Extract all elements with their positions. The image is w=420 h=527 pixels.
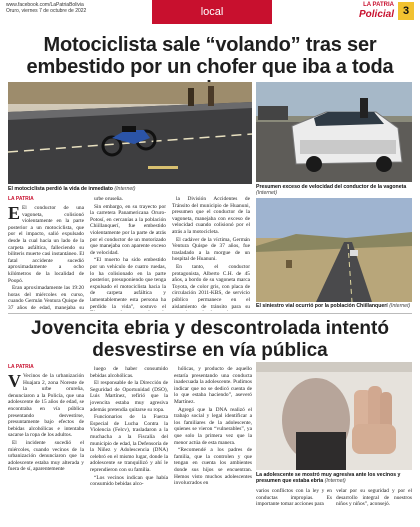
- paragraph: urbe oruseña.: [94, 196, 124, 202]
- story1-photo1-caption: [8, 186, 252, 192]
- paragraph: Sin embargo, en su trayecto por la carretera Panamericana Oruro-Potosí, en cercanías a la población Chiillanquerí, fue embestido violentamente por la parte de atrás por el conductor de un motorizado que manejaba con aparente exceso de velocidad.: [90, 203, 166, 256]
- story1-column-1: [8, 205, 84, 311]
- photo-credit: (Internet): [256, 190, 278, 196]
- edition-date: Oruro, viernes 7 de octubre de 2022: [6, 8, 87, 14]
- story1-photo-motorcycle: [8, 82, 252, 184]
- website-link[interactable]: www.facebook.com/LaPatriaBolivia: [6, 2, 84, 8]
- section-tab: local: [152, 0, 272, 24]
- story1-column-3: [172, 196, 250, 311]
- paragraph: luego de haber consumido bebidas alcohólicas.: [90, 366, 168, 379]
- story1-photo-vehicle: [256, 82, 412, 182]
- story2-column-4: [256, 488, 332, 524]
- story2-photo-caption: [256, 472, 412, 484]
- drop-cap: V: [8, 373, 21, 391]
- paragraph: la División Accidentes de Tránsito del municipio de Huanuni, presumen que el conductor de la vagoneta, manejaba con exceso de velocidad cuando colisionó por el atrás a la motocicleta.: [172, 196, 250, 235]
- story1-photo3-caption: [256, 303, 412, 309]
- section-divider: [8, 313, 412, 314]
- paragraph: “Los vecinos indican que había consumido bebidas alco-: [90, 474, 168, 488]
- caption-text: El siniestro vial ocurrió por la población Chiillanquerí: [256, 303, 388, 309]
- paragraph: El conductor de una vagoneta, colisionó violentamente en la parte posterior a un motociclista, que por el impacto, salió expulsado desde la cual hacia un lado de la carpeta asfáltica, falleciendo su biliteris muerte casi instantáneo. El fatal accidente sucedió aproximadamente a ocho kilómetros de la localidad de Poopó.: [8, 205, 84, 284]
- photo-credit: (Internet): [114, 186, 136, 192]
- paragraph: hólicas, y producto de aquello estaría presentando una conducta inadecuada la adolescente. Pudimos indicar que no se dedicó cuenta de lo que estaba haciendo”, aseveró Martínez.: [174, 366, 252, 405]
- story1-headline: Motociclista sale “volando” tras ser embestido por un chofer que iba a toda: [26, 34, 394, 78]
- paragraph: velar por su seguridad y por el desarrollo integral de nuestros niños y niños”, aconsejó.: [336, 488, 412, 508]
- caption-text: La adolescente se mostró muy agresiva ante los vecinos y presumen que estaba ebria: [256, 472, 401, 484]
- story1-photo-road: [256, 198, 412, 302]
- brand-name: LA PATRIA: [363, 2, 394, 8]
- story2-photo-hand: [256, 362, 412, 470]
- header-meta: [6, 2, 86, 14]
- story2-column-1: [8, 373, 84, 523]
- caption-text: Presumen exceso de velocidad del conductor de la vagoneta: [256, 184, 407, 190]
- story2-byline: LA PATRIA: [8, 364, 34, 370]
- story1-byline: LA PATRIA: [8, 196, 34, 202]
- story2-headline: Jovencita ebria y descontrolada intentó desvestirse en vía pública: [31, 318, 389, 361]
- drop-cap: E: [8, 205, 21, 223]
- paragraph: Agregó que la DNA realizó el trabajo social y legal identificar a los familiares de la adolescente, quienes se vieron “vulnerables”, ya que solo la primera vez que la menor actúa de esta manera.: [174, 406, 252, 446]
- photo-credit: (Internet): [324, 478, 346, 484]
- paragraph: El responsable de la Dirección de Seguridad de Oportunidad (DSO), Luis Martínez, refirió que la jovencita estaba muy agresiva además pretendía quitarse su ropa.: [90, 380, 168, 413]
- paragraph: En tanto, el conductor protagonista, Alberto C.H. de 45 años, a bordo de su vagoneta marca Toyota, de color gris, con placa de circulación 2011-KBS, de servicio público permanece en el aislamiento de tránsito para su: [172, 263, 250, 310]
- story1-column-2: [90, 196, 166, 311]
- page-header: [0, 0, 420, 24]
- paragraph: “Recomendé a los padres de familia, que la controlen y que tengan en cuenta los ambientes donde sus hijos se encuentran. Hemos visto muchos adolescentes involucrados en: [174, 447, 252, 487]
- paragraph: Funcionarios de la Fuerza Especial de Lucha Contra la Violencia (Felcv), trasladaron a la muchacha a la Fiscalía del municipio de edad, la Defensoría de la Niñez y Adolescencia (DNA) celebró en el mismo lugar, donde la adolescente se tranquilizó y ahí le reprendieron con su familia.: [90, 414, 168, 473]
- paragraph: El cadáver de la víctima, Germán Ventura Quispe de 37 años, fue trasladado a la morgue de un hospital de Huanuni.: [172, 236, 250, 263]
- paragraph: Eran aproximadamente las 19:20 horas del miércoles en curso, cuando Germán Ventura Quispe de 37 años de edad, manejaba su: [8, 285, 84, 311]
- story2-column-3: [174, 366, 252, 523]
- page-number: 3: [398, 2, 414, 20]
- paragraph: El incidente sucedió el miércoles, cuando vecinos de la urbanización denunciaron que la adolescente estaba muy alterada y fuera de sí, aparentemente: [8, 439, 84, 473]
- paragraph: “El muerto ha sido embestido por un vehículo de cuatro ruedas, lo ha colisionado en la parte posterior, presuponiendo que tenga expulsado el motociclista hacia la de carpeta asfáltica y lamentablemente esta persona ha perdido la vida”, sostuvo el: [90, 257, 166, 310]
- story1-photo2-caption: [256, 184, 412, 196]
- brand-logo: [359, 2, 394, 20]
- brand-section: Policial: [358, 9, 394, 20]
- photo-credit: (Internet): [389, 303, 411, 309]
- caption-text: El motociclista perdió la vida de inmediato: [8, 186, 113, 192]
- paragraph: varios conflictos con la ley y en conductas impropias. Es importante tomar acciones para: [256, 488, 332, 508]
- paragraph: Vecinos de la urbanización Huajara 2, zona Noreste de la urbe orureña, denunciaron a la Policía, que una adolescente de 15 años de edad, se encontraba en vía pública presentando desvestirse, presuntamente bajo efectos de bebidas alcohólicas e intentaba sacarse la ropa de los adultos.: [8, 373, 84, 439]
- story2-column-2: [90, 366, 168, 523]
- story2-column-5: [336, 488, 412, 524]
